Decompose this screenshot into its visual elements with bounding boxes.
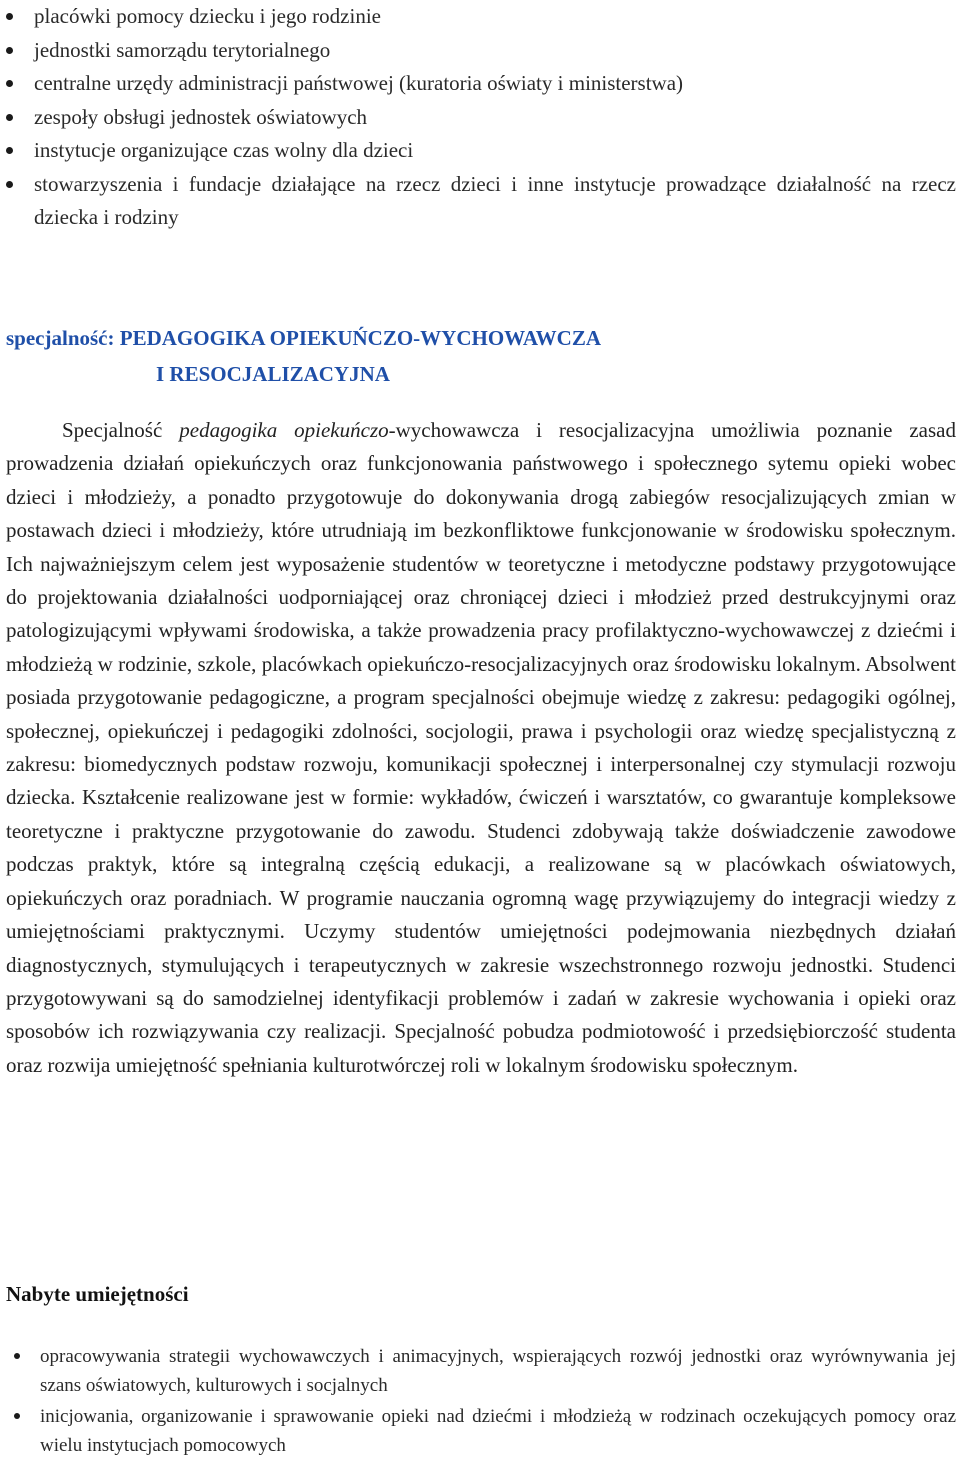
list-item: instytucje organizujące czas wolny dla dzieci <box>6 134 956 168</box>
specialization-description <box>6 414 956 1082</box>
list-item: inicjowania, organizowanie i sprawowanie opieki nad dziećmi i młodzieżą w rodzinach oczekujących pomocy oraz wielu instytucjach pomocowych <box>6 1402 956 1460</box>
specialization-heading <box>6 320 946 392</box>
description-text: -wychowawcza i resocjalizacyjna umożliwia poznanie zasad prowadzenia działań opiekuńczych oraz funkcjonowania państwowego i społecznego sytemu opieki wobec dzieci i młodzieży, a ponadto przygotowuje do dokonywania drogą zabiegów resocjalizujących zmian w postawach dzieci i młodzieży, które utrudniają im bezkonfliktowe funkcjonowanie w środowisku społecznym. Ich najważniejszym celem jest wyposażenie studentów w teoretyczne i metodyczne podstawy przygotowujące do projektowania działalności uodporniającej oraz chroniącej dzieci i młodzież przed destrukcyjnymi oraz patologizującymi wpływami środowiska, a także prowadzenia pracy profilaktyczno-wychowawczej z dziećmi i młodzieżą w rodzinie, szkole, placówkach opiekuńczo-resocjalizacyjnych oraz środowisku lokalnym. Absolwent posiada przygotowanie pedagogiczne, a program specjalności obejmuje wiedzę z zakresu: pedagogiki ogólnej, społecznej, opiekuńczej i pedagogiki zdolności, socjologii, prawa i psychologii oraz wiedzę specjalistyczną z zakresu: biomedycznych podstaw rozwoju, komunikacji społecznej i interpersonalnej czy stymulacji rozwoju dziecka. Kształcenie realizowane jest w formie: wykładów, ćwiczeń i warsztatów, co gwarantuje kompleksowe teoretyczne i praktyczne przygotowanie do zawodu. Studenci zdobywają także doświadczenie zawodowe podczas praktyk, które są integralną częścią edukacji, a realizowane są w placówkach oświatowych, opiekuńczych oraz poradniach. W programie nauczania ogromną wagę przywiązujemy do integracji wiedzy z umiejętnościami praktycznymi. Uczymy studentów umiejętności podejmowania niezbędnych działań diagnostycznych, stymulujących i terapeutycznych w zakresie wszechstronnego rozwoju jednostki. Studenci przygotowywani są do samodzielnej identyfikacji problemów i zadań w zakresie wychowania i opieki oraz sposobów ich rozwiązywania czy realizacji. Specjalność pobudza podmiotowość i przedsiębiorczość studenta oraz rozwija umiejętność spełniania kulturotwórczej roli w lokalnym środowisku społecznym. <box>6 418 956 1077</box>
specialization-title-line1: specjalność: PEDAGOGIKA OPIEKUŃCZO-WYCHOWAWCZA <box>6 326 602 350</box>
skills-heading: Nabyte umiejętności <box>6 1282 189 1306</box>
institutions-list <box>6 0 956 235</box>
description-italic: pedagogika opiekuńczo <box>179 418 389 442</box>
description-lead: Specjalność <box>62 418 163 442</box>
specialization-title-line2: I RESOCJALIZACYJNA <box>156 362 390 386</box>
skills-list <box>6 1342 956 1462</box>
list-item: placówki pomocy dziecku i jego rodzinie <box>6 0 956 34</box>
list-item: jednostki samorządu terytorialnego <box>6 34 956 68</box>
list-item: opracowywania strategii wychowawczych i animacyjnych, wspierających rozwój jednostki oraz wyrównywania jej szans oświatowych, kulturowych i socjalnych <box>6 1342 956 1400</box>
list-item: centralne urzędy administracji państwowej (kuratoria oświaty i ministerstwa) <box>6 67 956 101</box>
list-item: zespoły obsługi jednostek oświatowych <box>6 101 956 135</box>
list-item: stowarzyszenia i fundacje działające na rzecz dzieci i inne instytucje prowadzące działalność na rzecz dziecka i rodziny <box>6 168 956 235</box>
